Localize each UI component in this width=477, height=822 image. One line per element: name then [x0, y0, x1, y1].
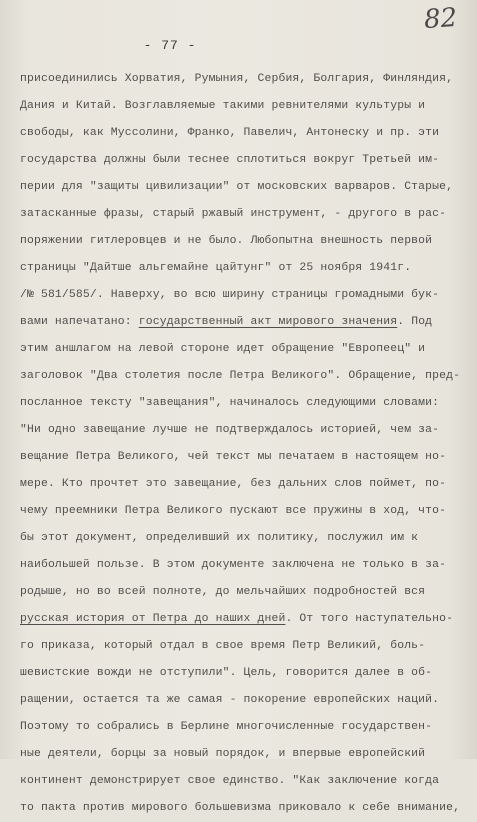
text-line: "Ни одно завещание лучше не подтверждалось историей, чем за-	[20, 424, 440, 436]
text-segment: . От того наступательно-	[285, 613, 454, 625]
text-line: государства должны были теснее сплотиться вокруг Третьей им-	[20, 154, 440, 166]
text-line: то пакта против мирового большевизма приковало к себе внимание,	[20, 802, 461, 814]
text-line: перии для "защиты цивилизации" от московских варваров. Старые,	[20, 181, 454, 193]
text-line: чему преемники Петра Великого пускают все пружины в ход, что-	[20, 505, 447, 517]
text-line: этим аншлагом на левой стороне идет обращение "Европеец" и	[20, 343, 426, 355]
text-line: континент демонстрирует свое единство. "Как заключение когда	[20, 775, 440, 787]
text-segment: вами напечатано:	[20, 316, 139, 328]
text-line: бы этот документ, определивший их политику, послужил им к	[20, 532, 419, 544]
text-line-with-underline	[20, 606, 472, 633]
underlined-phrase: русская история от Петра до наших дней	[20, 613, 286, 625]
text-line: посланное тексту "завещания", начиналось следующими словами:	[20, 397, 440, 409]
text-line: родыше, но во всей полноте, до мельчайших подробностей вся	[20, 586, 426, 598]
text-line: мере. Кто прочтет это завещание, без дальних слов поймет, по-	[20, 478, 447, 490]
text-line: страницы "Дайтше альгемайне цайтунг" от 25 ноября 1941г.	[20, 262, 412, 274]
handwritten-folio-number: 82	[422, 2, 459, 36]
text-line: затасканные фразы, старый ржавый инструмент, - другого в рас-	[20, 208, 447, 220]
text-line: поряжении гитлеровцев и не было. Любопытна внешность первой	[20, 235, 433, 247]
text-segment: . Под	[397, 316, 433, 328]
text-line: ные деятели, борцы за новый порядок, и впервые европейский	[20, 748, 426, 760]
text-line-with-underline	[20, 309, 472, 336]
text-line: вещание Петра Великого, чей текст мы печатаем в настоящем но-	[20, 451, 447, 463]
text-line: Дания и Китай. Возглавляемые такими ревнителями культуры и	[20, 100, 426, 112]
page-number: - 77 -	[143, 38, 197, 53]
text-line: шевистские вожди не отступили". Цель, говорится далее в об-	[20, 667, 433, 679]
text-line: Поэтому то собрались в Берлине многочисленные государствен-	[20, 721, 433, 733]
text-line: наибольшей пользе. В этом документе заключена не только в за-	[20, 559, 447, 571]
text-line: заголовок "Два столетия после Петра Великого". Обращение, пред-	[20, 370, 461, 382]
text-line: /№ 581/585/. Наверху, во всю ширину страницы громадными бук-	[20, 289, 440, 301]
text-line: присоединились Хорватия, Румыния, Сербия, Болгария, Финляндия,	[20, 73, 454, 85]
text-line: го приказа, который отдал в свое время Петр Великий, боль-	[20, 640, 426, 652]
text-line: свободы, как Муссолини, Франко, Павелич, Антонеску и пр. эти	[20, 127, 440, 139]
underlined-phrase: государственный акт мирового значения	[138, 316, 398, 328]
text-line: ращении, остается та же самая - покорение европейских наций.	[20, 694, 440, 706]
body-text	[20, 66, 472, 822]
